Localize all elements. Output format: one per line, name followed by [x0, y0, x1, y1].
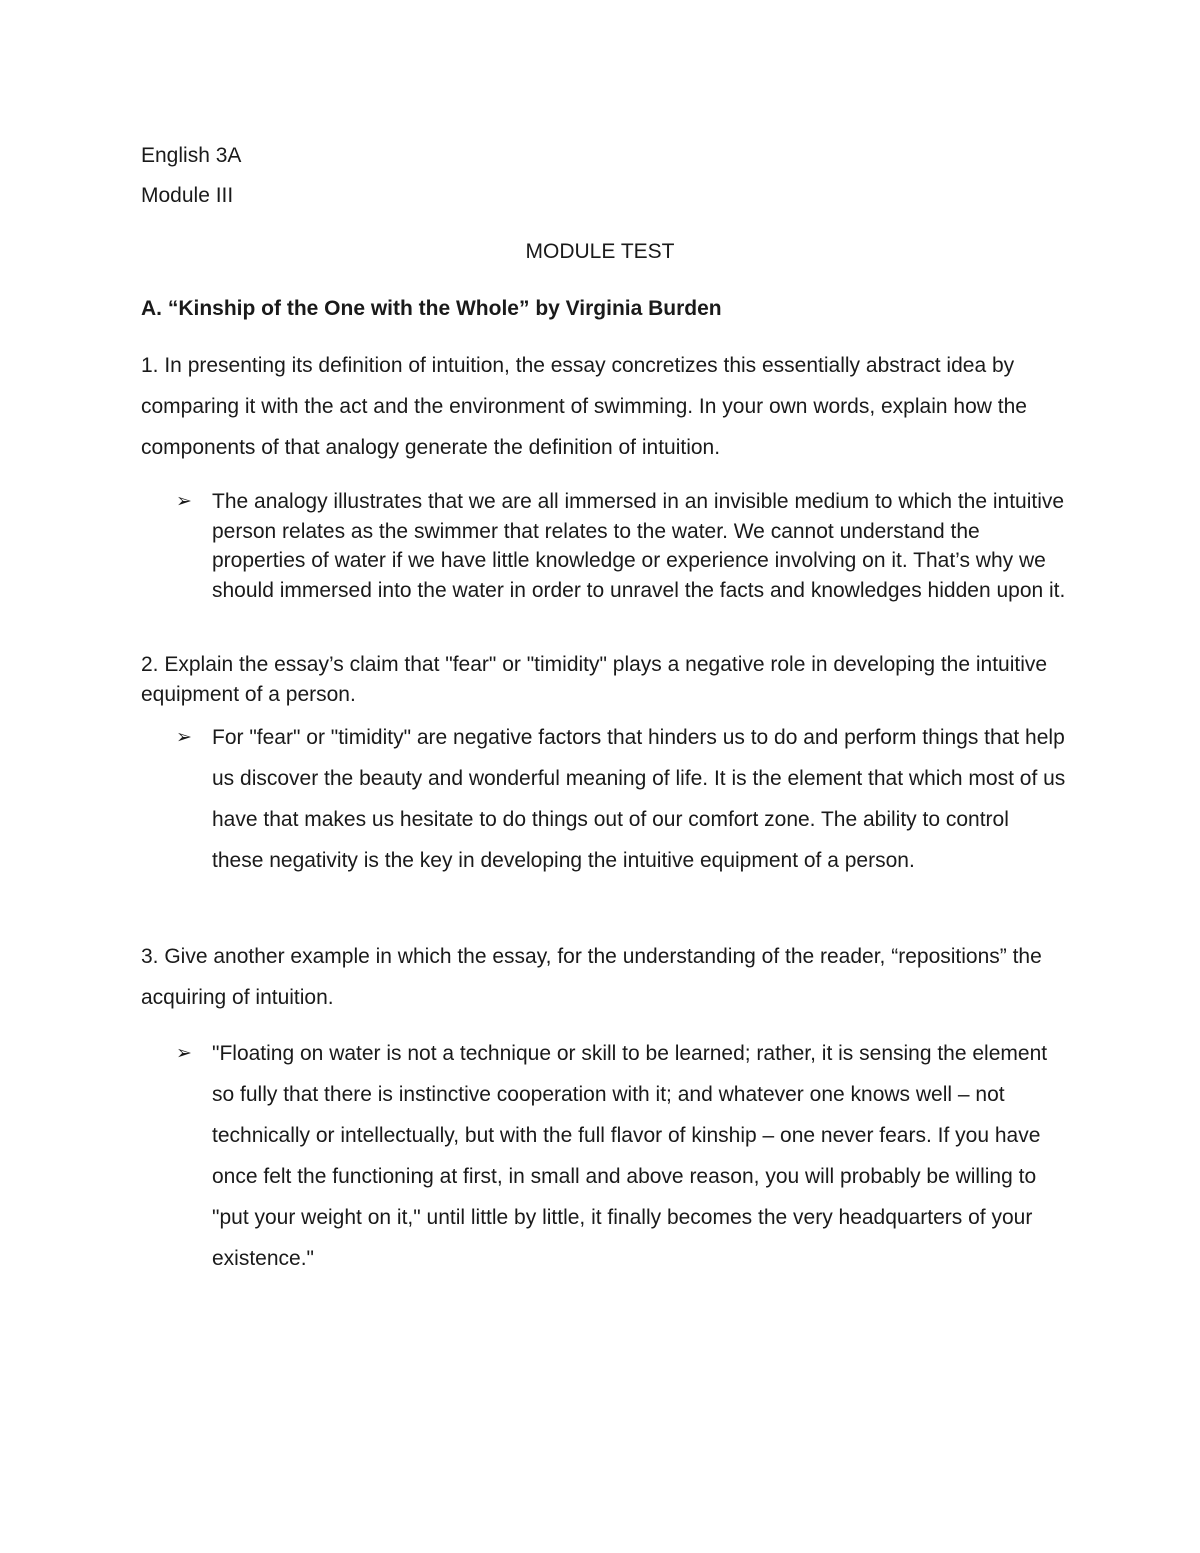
arrowhead-bullet-icon: ➢: [176, 727, 192, 748]
answer-3-item: [176, 1033, 1066, 1279]
answer-2-item: [176, 717, 1066, 881]
answer-1-item: [176, 487, 1066, 605]
question-3-prompt: 3. Give another example in which the essay, for the understanding of the reader, “repositions” the acquiring of intuition.: [141, 945, 1042, 1009]
section-heading: A. “Kinship of the One with the Whole” by Virginia Burden: [141, 297, 722, 320]
answer-1-text: The analogy illustrates that we are all immersed in an invisible medium to which the intuitive person relates as the swimmer that relates to the water. We cannot understand the properties of water if we have little knowledge or experience involving on it. That’s why we should immersed into the water in order to unravel the facts and knowledges hidden upon it.: [212, 490, 1066, 602]
page-title: MODULE TEST: [525, 240, 675, 263]
question-2-prompt: 2. Explain the essay’s claim that "fear" or "timidity" plays a negative role in developing the intuitive equipment of a person.: [141, 653, 1048, 706]
arrowhead-bullet-icon: ➢: [176, 491, 192, 512]
arrowhead-bullet-icon: ➢: [176, 1043, 192, 1064]
question-1-prompt: 1. In presenting its definition of intuition, the essay concretizes this essentially abstract idea by comparing it with the act and the environment of swimming. In your own words, explain how the components of that analogy generate the definition of intuition.: [141, 354, 1027, 459]
module-label: Module III: [141, 184, 234, 207]
course-label: English 3A: [141, 144, 242, 167]
answer-2-text: For "fear" or "timidity" are negative factors that hinders us to do and perform things that help us discover the beauty and wonderful meaning of life. It is the element that which most of us have that makes us hesitate to do things out of our comfort zone. The ability to control these negativity is the key in developing the intuitive equipment of a person.: [212, 726, 1066, 872]
answer-3-text: "Floating on water is not a technique or skill to be learned; rather, it is sensing the element so fully that there is instinctive cooperation with it; and whatever one knows well – not technically or intellectually, but with the full flavor of kinship – one never fears. If you have once felt the functioning at first, in small and above reason, you will probably be willing to "put your weight on it," until little by little, it finally becomes the very headquarters of your existence.": [212, 1042, 1048, 1270]
